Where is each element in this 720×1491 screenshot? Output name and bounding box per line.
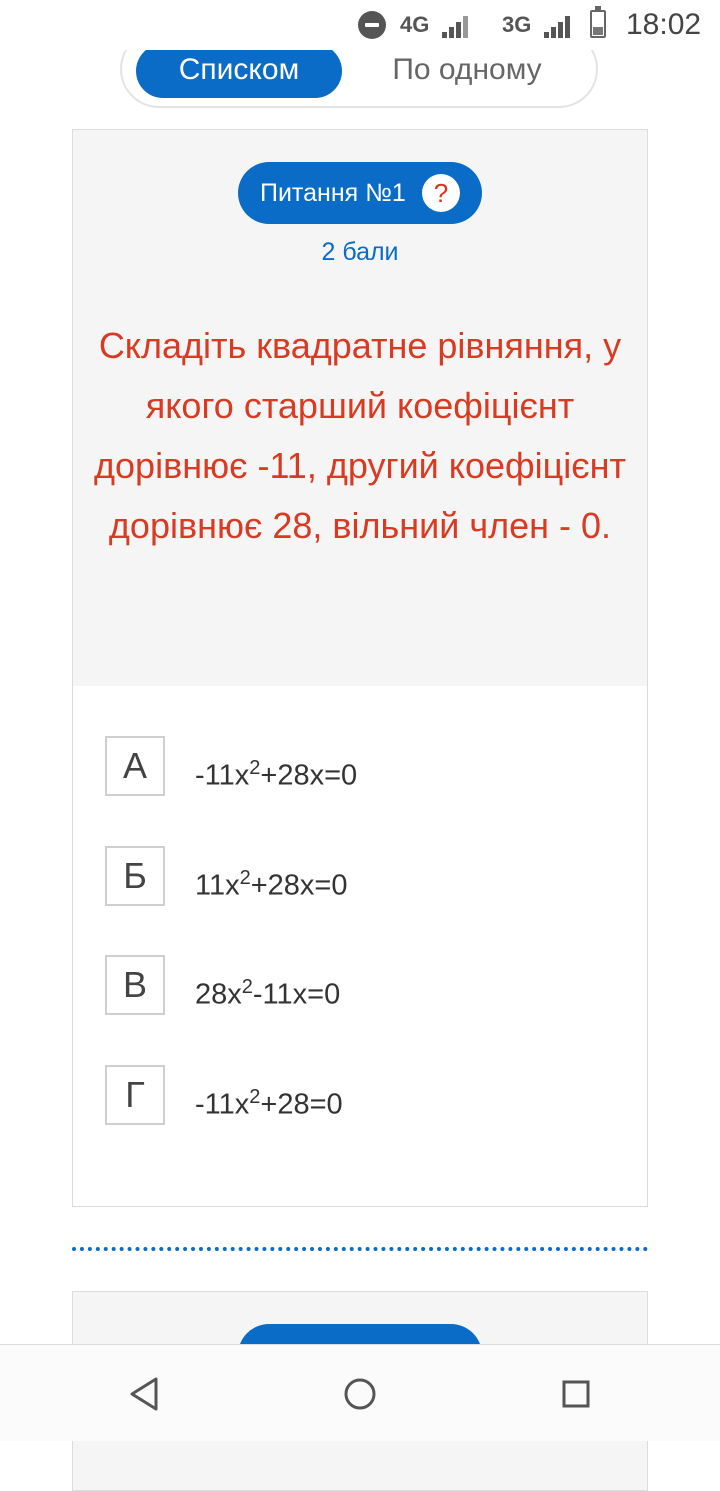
signal-icon	[442, 14, 472, 38]
network-type-1: 4G	[400, 12, 430, 37]
question-points: 2 бали	[321, 238, 399, 266]
option-text: $11x^2+28x=0$	[195, 867, 348, 902]
question-divider	[72, 1247, 648, 1251]
home-circle-icon[interactable]	[333, 1367, 387, 1421]
status-bar	[0, 0, 720, 50]
option-letter[interactable]: В	[105, 955, 165, 1015]
option-letter[interactable]: Б	[105, 846, 165, 906]
option-text: $-11x^2+28=0$	[195, 1086, 343, 1121]
question-number-label: Питання №1	[260, 179, 406, 207]
option-letter[interactable]: Г	[105, 1065, 165, 1125]
question-card	[72, 129, 648, 1207]
clock: 18:02	[626, 8, 702, 41]
battery-icon	[590, 10, 606, 38]
network-type-2: 3G	[502, 12, 532, 37]
answer-option-v[interactable]	[105, 955, 625, 1015]
answer-option-b[interactable]	[105, 846, 625, 906]
do-not-disturb-icon	[358, 11, 386, 39]
option-text: $28x^2-11x=0$	[195, 976, 341, 1011]
question-number-badge	[238, 162, 482, 224]
system-nav-bar	[0, 1344, 720, 1441]
signal-icon-2	[544, 14, 574, 38]
back-triangle-icon[interactable]	[118, 1367, 172, 1421]
option-text: $-11x^2+28x=0$	[195, 757, 358, 792]
single-mode-button[interactable]: По одному	[392, 53, 542, 86]
list-mode-button[interactable]: Списком	[136, 44, 342, 98]
question-header	[73, 130, 647, 686]
answer-option-a[interactable]	[105, 736, 625, 796]
recent-square-icon[interactable]	[549, 1367, 603, 1421]
option-letter[interactable]: А	[105, 736, 165, 796]
answer-option-g[interactable]	[105, 1065, 625, 1125]
help-icon[interactable]: ?	[422, 174, 460, 212]
question-text: Складіть квадратне рівняння, у якого старший коефіцієнт дорівнює -11, другий коефіцієнт дорівнює 28, вільний член - 0.	[94, 325, 626, 546]
